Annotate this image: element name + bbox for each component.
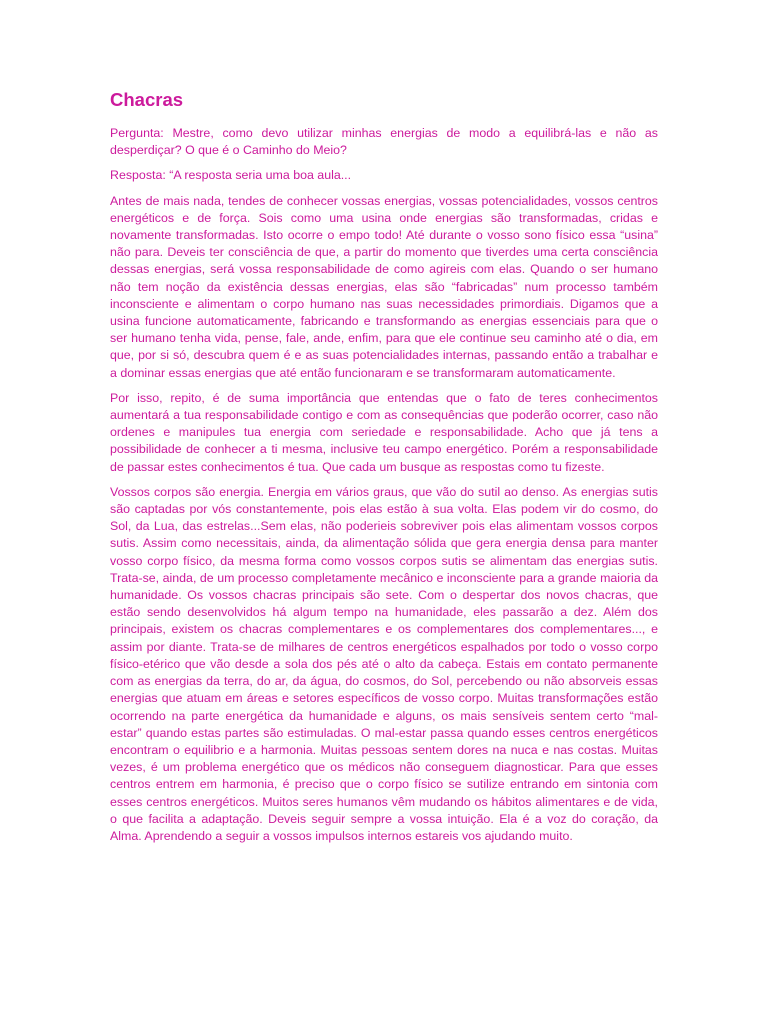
document-page bbox=[110, 88, 658, 853]
question-paragraph: Pergunta: Mestre, como devo utilizar minhas energias de modo a equilibrá-las e não as desperdiçar? O que é o Caminho do Meio? bbox=[110, 126, 658, 158]
answer-intro-paragraph: Resposta: “A resposta seria uma boa aula... bbox=[110, 168, 352, 183]
body-paragraph-energies: Antes de mais nada, tendes de conhecer vossas energias, vossas potencialidades, vossos centros energéticos e de força. Sois como uma usina onde energias são transformadas, cridas e novamente transformadas. Isto ocorre o empo todo! Até durante o vosso sono físico essa “usina” não para. Deveis ter consciência de que, a partir do momento que tiverdes uma certa consciência dessas energias, será vossa responsabilidade de como agireis com elas. Quando o ser humano não tem noção da existência dessas energias, elas são “fabricadas” num processo também inconsciente e alimentam o corpo humano nas suas necessidades primordiais. Digamos que a usina funcione automaticamente, fabricando e transformando as energias essenciais para que o ser humano tenha vida, pense, fale, ande, enfim, para que ele continue seu caminho até o dia, em que, por si só, descubra quem é e as suas potencialidades internas, passando então a trabalhar e a dominar essas energias que até então funcionaram e se transformaram automaticamente. bbox=[110, 193, 658, 380]
body-paragraph-chacras: Vossos corpos são energia. Energia em vários graus, que vão do sutil ao denso. As energias sutis são captadas por vós constantemente, pois elas estão à sua volta. Elas podem vir do cosmo, do Sol, da Lua, das estrelas...Sem elas, não poderieis sobreviver pois elas alimentam vossos corpos sutis. Assim como necessitais, ainda, da alimentação sólida que gera energia densa para manter vosso corpo físico, da mesma forma como vossos corpos sutis se alimentam das energias sutis. Trata-se, ainda, de um processo completamente mecânico e inconsciente para a grande maioria da humanidade. Os vossos chacras principais são sete. Com o despertar dos novos chacras, que estão sendo desenvolvidos há algum tempo na humanidade, eles passarão a dez. Além dos principais, existem os chacras complementares e os complementares dos complementares..., e assim por diante. Trata-se de milhares de centros energéticos espalhados por todo o vosso corpo físico-etérico que vão desde a sola dos pés até o alto da cabeça. Estais em contato permanente com as energias da terra, do ar, da água, do cosmos, do Sol, percebendo ou não absorveis essas energias que atuam em áreas e setores específicos de vosso corpo. Muitas transformações estão ocorrendo na parte energética da humanidade e alguns, os mais sensíveis sentem certo “mal-estar” quando estas partes são estimuladas. O mal-estar passa quando esses centros energéticos encontram o equilibrio e a harmonia. Muitas pessoas sentem dores na nuca e nas costas. Muitas vezes, é um problema energético que os médicos não conseguem diagnosticar. Para que esses centros entrem em harmonia, é preciso que o corpo físico se sutilize entrando em sintonia com esses centros energéticos. Muitos seres humanos vêm mudando os hábitos alimentares e de vida, o que facilita a adaptação. Deveis seguir sempre a vossa intuição. Ela é a voz do coração, da Alma. Aprendendo a seguir a vossos impulsos internos estareis vos ajudando muito. bbox=[110, 484, 658, 843]
page-title: Chacras bbox=[110, 89, 184, 110]
body-paragraph-responsibility: Por isso, repito, é de suma importância que entendas que o fato de teres conhecimentos aumentará a tua responsabilidade contigo e com as consequências que poderão ocorrer, caso não ordenes e manipules tua energia com seriedade e responsabilidade. Acho que já tens a possibilidade de conhecer a ti mesma, inclusive teu campo energético. Porém a responsabilidade de passar estes conhecimentos é tua. Que cada um busque as respostas como tu fizeste. bbox=[110, 390, 658, 474]
